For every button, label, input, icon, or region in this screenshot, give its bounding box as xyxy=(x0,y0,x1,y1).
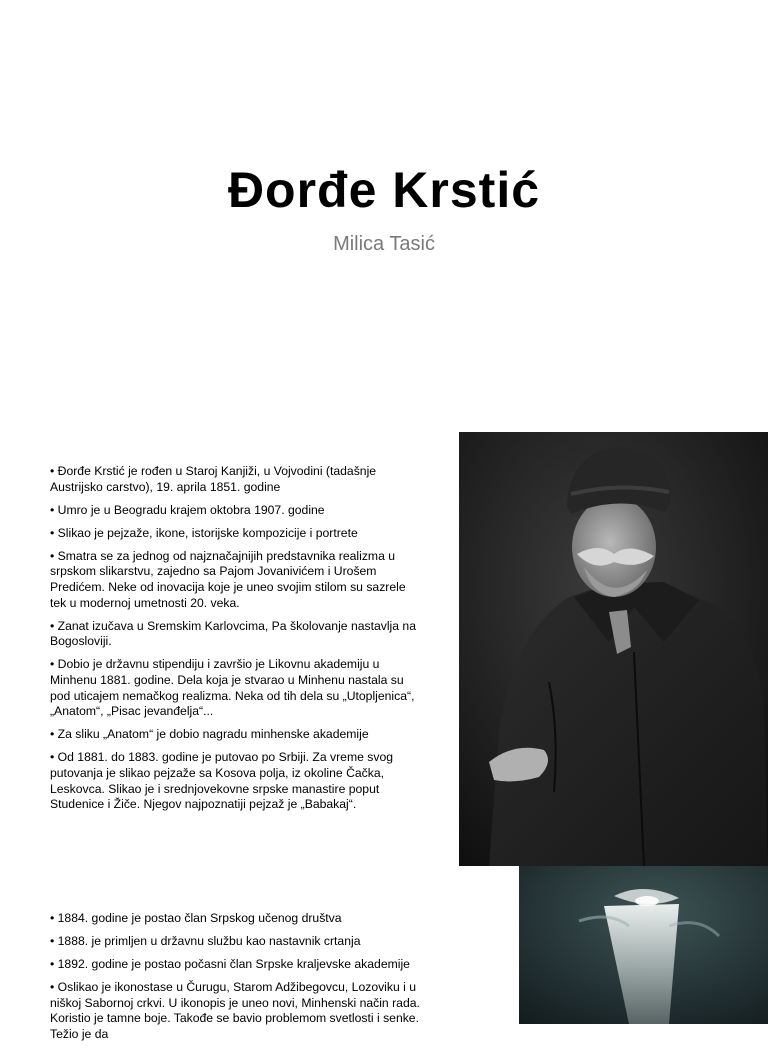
career-bullet-list xyxy=(50,911,420,1050)
bullet-item: • Umro je u Beogradu krajem oktobra 1907. godine xyxy=(50,502,325,517)
bullet-item: • 1884. godine je postao član Srpskog učenog društva xyxy=(50,911,342,925)
bullet-item: • Dobio je državnu stipendiju i završio je Likovnu akademiju u Minhenu 1881. godine. Dela koja je stvarao u Minhenu nastala su pod uticajem nemačkog realizma. Neka od tih dela su „Utopljenica“, „Anatom“, „Pisac jevanđelja“... xyxy=(50,657,415,719)
bullet-item: • 1888. je primljen u državnu službu kao nastavnik crtanja xyxy=(50,934,361,949)
bullet-item: • Od 1881. do 1883. godine je putovao po Srbiji. Za vreme svog putovanja je slikao pejzaže sa Kosova polja, iz okoline Čačka, Leskovca. Slikao je i srednjovekovne srpske manastire poput Studenice i Žiče. Njegov najpoznatiji pejzaž je „Babakaj“. xyxy=(50,750,394,812)
bullet-item: • Zanat izučava u Sremskim Karlovcima, Pa školovanje nastavlja na Bogosloviji. xyxy=(50,618,416,649)
presentation-author: Milica Tasić xyxy=(333,233,435,255)
painting-image xyxy=(519,866,768,1024)
presentation-title: Đorđe Krstić xyxy=(227,162,541,218)
career-slide xyxy=(0,866,768,1042)
bullet-item: • Đorđe Krstić je rođen u Staroj Kanjiži, u Vojvodini (tadašnje Austrijsko carstvo), 19. aprila 1851. godine xyxy=(50,464,377,494)
bullet-item: • Slikao je pejzaže, ikone, istorijske kompozicije i portrete xyxy=(50,525,358,540)
biography-slide xyxy=(0,432,768,866)
bullet-item: • Oslikao je ikonostase u Čurugu, Starom Adžibegovcu, Lozoviku i u niškoj Sabornoj crkvi. U ikonopis je uneo novi, Minhenski način rada. Koristio je tamne boje. Takođe se bavio problemom svetlosti i senke. Težio je da xyxy=(50,980,420,1042)
biography-bullet-list xyxy=(50,464,420,820)
title-slide xyxy=(0,0,768,432)
bullet-item: • 1892. godine je postao počasni član Srpske kraljevske akademije xyxy=(50,957,410,972)
bullet-item: • Smatra se za jednog od najznačajnijih predstavnika realizma u srpskom slikarstvu, zajedno sa Pajom Jovanivićem i Urošem Predićem. Neke od inovacija koje je uneo svojim stilom su sazrele tek u modernoj umetnosti 20. veka. xyxy=(50,548,406,610)
bullet-item: • Za sliku „Anatom“ je dobio nagradu minhenske akademije xyxy=(50,727,369,742)
portrait-photo xyxy=(459,432,768,866)
